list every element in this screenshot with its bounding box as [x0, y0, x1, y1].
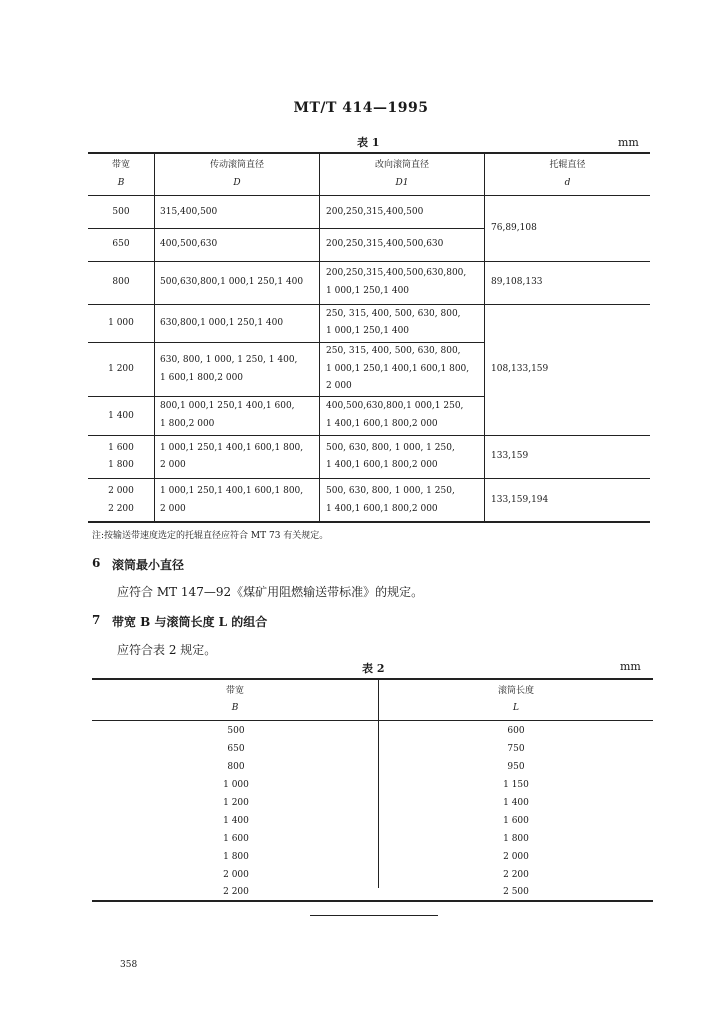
table1-idler-cell: 76,89,108 — [491, 223, 537, 233]
section7-text: 应符合表 2 规定。 — [117, 643, 217, 657]
table2-cell: 2 500 — [503, 887, 529, 897]
table1-cell: 1 000,1 250,1 400,1 600,1 800, — [326, 364, 470, 374]
table2-cell: 750 — [507, 744, 525, 754]
table1-cell: 1 400,1 600,1 800,2 000 — [326, 460, 438, 470]
section7-title: 带宽 B 与滚筒长度 L 的组合 — [112, 615, 268, 629]
table1-title: 表 1 — [357, 136, 380, 149]
table1-header-idler-symbol: d — [564, 178, 571, 188]
table2-cell: 1 800 — [223, 852, 249, 862]
section7-number: 7 — [92, 613, 101, 627]
table1-header-bandwidth-symbol: B — [117, 178, 125, 188]
table1-cell: 1 800,2 000 — [160, 419, 215, 429]
table2-title: 表 2 — [362, 662, 385, 675]
table1-header-bend-pulley-symbol: D1 — [395, 178, 409, 188]
document-header: MT/T 414—1995 — [293, 100, 429, 116]
table1-cell: 400,500,630,800,1 000,1 250, — [326, 401, 464, 411]
table1-cell: 1 000,1 250,1 400,1 600,1 800, — [160, 486, 304, 496]
table2-header-length: 滚筒长度 — [497, 686, 534, 696]
table1-cell: 500,630,800,1 000,1 250,1 400 — [160, 277, 304, 287]
table1-cell: 1 000,1 250,1 400,1 600,1 800, — [160, 443, 304, 453]
table2-cell: 1 150 — [503, 780, 529, 790]
table2-cell: 1 600 — [503, 816, 529, 826]
table2-cell: 800 — [227, 762, 245, 772]
table1-cell: 800 — [112, 277, 130, 287]
table1-cell: 1 200 — [108, 364, 134, 374]
table1-idler-cell: 133,159 — [491, 451, 529, 461]
table2-header-bandwidth-symbol: B — [231, 703, 239, 713]
table1-cell: 315,400,500 — [160, 207, 218, 217]
table1-cell: 500 — [112, 207, 130, 217]
table2-cell: 2 200 — [503, 870, 529, 880]
table1-header-drive-pulley-symbol: D — [233, 178, 241, 188]
table1-header-bandwidth: 带宽 — [111, 160, 130, 170]
table2-header-length-symbol: L — [513, 703, 519, 713]
section6-text: 应符合 MT 147—92《煤矿用阻燃输送带标准》的规定。 — [117, 585, 424, 599]
table1-unit: mm — [618, 136, 639, 149]
table2-cell: 600 — [507, 726, 525, 736]
table1-cell: 1 800 — [108, 460, 134, 470]
table1-idler-cell: 133,159,194 — [491, 495, 549, 505]
table1-header-idler: 托辊直径 — [549, 160, 586, 170]
table1-header-bend-pulley: 改向滚筒直径 — [374, 160, 429, 170]
table1-cell: 250, 315, 400, 500, 630, 800, — [326, 346, 461, 356]
table1-cell: 2 200 — [108, 504, 134, 514]
section6-number: 6 — [92, 556, 101, 570]
table1-cell: 1 000,1 250,1 400 — [326, 326, 410, 336]
table2-cell: 2 000 — [503, 852, 529, 862]
table1-cell: 250, 315, 400, 500, 630, 800, — [326, 309, 461, 319]
table1-cell: 1 600 — [108, 443, 134, 453]
table1-cell: 650 — [112, 239, 130, 249]
table1-cell: 630, 800, 1 000, 1 250, 1 400, — [160, 355, 298, 365]
table1-cell: 200,250,315,400,500 — [326, 207, 424, 217]
table1-cell: 1 400 — [108, 411, 134, 421]
table2-cell: 650 — [227, 744, 245, 754]
table1-cell: 2 000 — [160, 460, 186, 470]
table2-cell: 2 000 — [223, 870, 249, 880]
table1-cell: 1 400,1 600,1 800,2 000 — [326, 419, 438, 429]
table2-unit: mm — [620, 660, 641, 673]
table1-cell: 2 000 — [326, 381, 352, 391]
table1-header-drive-pulley: 传动滚筒直径 — [209, 160, 264, 170]
table1-cell: 200,250,315,400,500,630,800, — [326, 268, 467, 278]
table1-note: 注:按输送带速度选定的托辊直径应符合 MT 73 有关规定。 — [92, 531, 329, 541]
table1-cell: 2 000 — [160, 504, 186, 514]
table1-cell: 400,500,630 — [160, 239, 218, 249]
table2-cell: 1 800 — [503, 834, 529, 844]
table1-cell: 500, 630, 800, 1 000, 1 250, — [326, 443, 455, 453]
table2-cell: 500 — [227, 726, 245, 736]
table1-idler-cell: 108,133,159 — [491, 364, 549, 374]
table2-header-bandwidth: 带宽 — [225, 686, 244, 696]
table2-cell: 1 400 — [223, 816, 249, 826]
table1-cell: 1 000 — [108, 318, 134, 328]
page-number: 358 — [120, 960, 138, 970]
table2-cell: 1 000 — [223, 780, 249, 790]
table2-cell: 1 600 — [223, 834, 249, 844]
table2-cell: 950 — [507, 762, 525, 772]
table1-cell: 630,800,1 000,1 250,1 400 — [160, 318, 284, 328]
table1-cell: 1 000,1 250,1 400 — [326, 286, 410, 296]
table1-cell: 800,1 000,1 250,1 400,1 600, — [160, 401, 295, 411]
table1-cell: 200,250,315,400,500,630 — [326, 239, 444, 249]
table2-cell: 2 200 — [223, 887, 249, 897]
table1-cell: 500, 630, 800, 1 000, 1 250, — [326, 486, 455, 496]
table1-idler-cell: 89,108,133 — [491, 277, 543, 287]
table2-cell: 1 400 — [503, 798, 529, 808]
table2-cell: 1 200 — [223, 798, 249, 808]
table1-cell: 2 000 — [108, 486, 134, 496]
table1-cell: 1 400,1 600,1 800,2 000 — [326, 504, 438, 514]
section6-title: 滚筒最小直径 — [112, 558, 185, 572]
table1-cell: 1 600,1 800,2 000 — [160, 373, 244, 383]
